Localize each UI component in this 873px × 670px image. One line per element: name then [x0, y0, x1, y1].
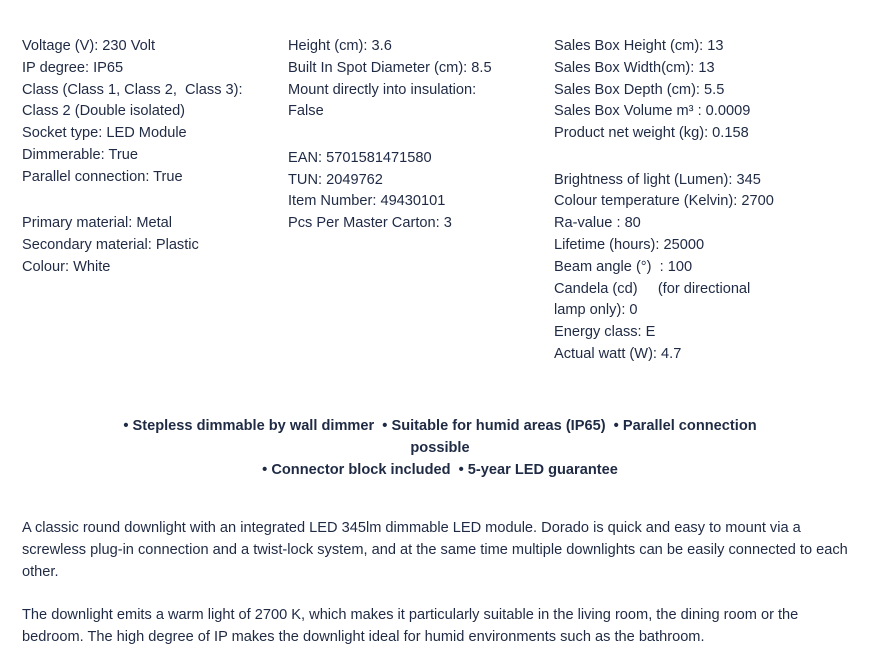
- spec-candela-value: lamp only): 0: [554, 302, 638, 318]
- spec-box-depth: Sales Box Depth (cm): 5.5: [554, 82, 725, 98]
- spec-socket-type: Socket type: LED Module: [22, 125, 187, 141]
- spec-spot-diameter: Built In Spot Diameter (cm): 8.5: [288, 60, 492, 76]
- spec-insulation-label: Mount directly into insulation:: [288, 82, 477, 98]
- features-line-2: possible: [410, 440, 470, 456]
- spec-secondary-material: Secondary material: Plastic: [22, 237, 199, 253]
- description-paragraph-2: The downlight emits a warm light of 2700 K, which makes it particularly suitable in the living room, the dining room or the bedroom. The high degree of IP makes the downlight ideal for humid environments such as the bathroom.: [22, 607, 799, 645]
- spec-candela-label: Candela (cd) (for directional: [554, 281, 751, 297]
- spec-pcs-per-carton: Pcs Per Master Carton: 3: [288, 215, 452, 231]
- spec-class-value: Class 2 (Double isolated): [22, 103, 186, 119]
- spec-net-weight: Product net weight (kg): 0.158: [554, 125, 749, 141]
- spec-tun: TUN: 2049762: [288, 172, 383, 188]
- features-line-3: • Connector block included • 5-year LED guarantee: [262, 462, 618, 478]
- spec-actual-watt: Actual watt (W): 4.7: [554, 346, 682, 362]
- spec-height: Height (cm): 3.6: [288, 38, 392, 54]
- spec-voltage: Voltage (V): 230 Volt: [22, 38, 156, 54]
- spec-ra-value: Ra-value : 80: [554, 215, 641, 231]
- spec-primary-material: Primary material: Metal: [22, 215, 173, 231]
- spec-box-width: Sales Box Width(cm): 13: [554, 60, 715, 76]
- spec-lifetime: Lifetime (hours): 25000: [554, 237, 705, 253]
- spec-ean: EAN: 5701581471580: [288, 150, 432, 166]
- spec-beam-angle: Beam angle (°) : 100: [554, 259, 693, 275]
- spec-class-label: Class (Class 1, Class 2, Class 3):: [22, 82, 243, 98]
- spec-colour-temperature: Colour temperature (Kelvin): 2700: [554, 193, 774, 209]
- spec-item-number: Item Number: 49430101: [288, 193, 446, 209]
- spec-box-volume: Sales Box Volume m³ : 0.0009: [554, 103, 751, 119]
- spec-colour: Colour: White: [22, 259, 111, 275]
- features-line-1: • Stepless dimmable by wall dimmer • Suitable for humid areas (IP65) • Parallel connection: [123, 418, 757, 434]
- spec-parallel-connection: Parallel connection: True: [22, 169, 183, 185]
- spec-ip-degree: IP degree: IP65: [22, 60, 124, 76]
- spec-brightness: Brightness of light (Lumen): 345: [554, 172, 761, 188]
- spec-energy-class: Energy class: E: [554, 324, 656, 340]
- spec-dimmerable: Dimmerable: True: [22, 147, 138, 163]
- spec-box-height: Sales Box Height (cm): 13: [554, 38, 724, 54]
- description-paragraph-1: A classic round downlight with an integrated LED 345lm dimmable LED module. Dorado is quick and easy to mount via a screwless plug-in connection and a twist-lock system, and at the same time multiple downlights can be easily connected to each other.: [22, 520, 848, 580]
- spec-insulation-value: False: [288, 103, 324, 119]
